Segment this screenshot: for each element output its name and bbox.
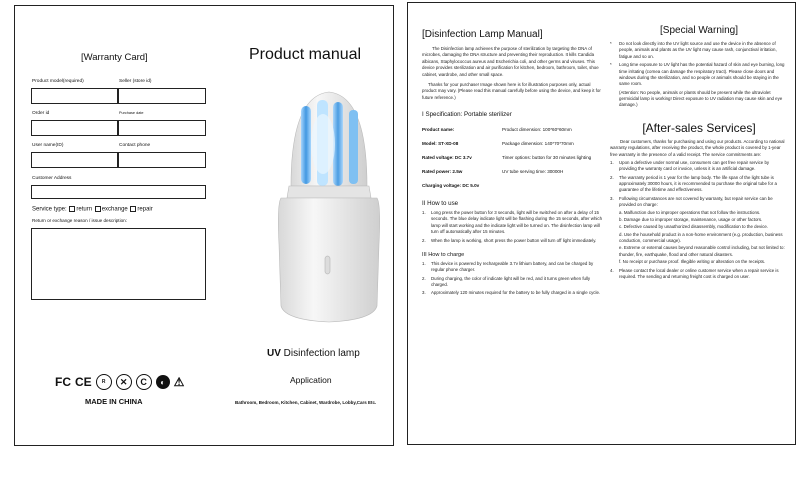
mute-icon: ◐ [156, 375, 170, 389]
aftersales-subitem: b. Damage due to improper storage, maintenance, usage or other factors. [619, 216, 763, 222]
order-id-label: Order id [32, 111, 50, 116]
warning-title: [Special Warning] [660, 25, 738, 36]
charge-step: 1. This device is powered by rechargeable 3.7v lithium battery, and can be charged by regular phone charger. [422, 261, 602, 274]
manual-title: [Disinfection Lamp Manual] [422, 29, 543, 40]
exchange-checkbox[interactable] [95, 206, 101, 212]
user-name-field[interactable] [31, 152, 118, 168]
spec-value: Product dimension: 100*60*60mm [502, 126, 572, 132]
cert-marks [55, 374, 184, 390]
manual-column [422, 29, 602, 297]
purchase-date-label: Purchase date [119, 111, 144, 115]
spec-row [422, 164, 602, 178]
warning-attention: (Attention: No people, animals or plants should be present while the ultraviolet germicidal lamp is working! Direct exposure to UV radiation may cause skin and eye damage.) [619, 89, 783, 108]
warning-item: * Long time exposure to UV light has the potential hazard of skin and eye burning, long time irritating (cornea can damage the respiratory tract). Please close doors and windows during the sterilization, and no people or animals should be staying in the same room. [610, 62, 788, 88]
return-option: return [76, 206, 93, 213]
warning-icon: ⚠ [173, 375, 185, 389]
c-mark: C [136, 374, 152, 390]
aftersales-subitem: f. No receipt or purchase proof. Illegible writing or alteration on the receipts. [619, 259, 766, 265]
aftersales-item-text: Please contact the local dealer or online customer service when a repair service is required. The sending and returning freight cost is charged on user. [619, 267, 779, 279]
spec-row [422, 122, 602, 136]
aftersales-item-text: Upon a defective under normal use, consumers can get free repair service by providing the warranty card or invoice, unless it is an artificial damage. [619, 159, 770, 172]
aftersales-item: 1. Upon a defective under normal use, consumers can get free repair service by providing the warranty card or invoice, unless it is an artificial damage. [610, 160, 788, 173]
repair-option: repair [137, 206, 153, 213]
howto-step: 2. When the lamp is working, short press the power button will turn off light immediately. [422, 237, 597, 243]
address-field[interactable] [31, 185, 206, 199]
lamp-illustration [263, 74, 393, 344]
return-checkbox[interactable] [69, 206, 75, 212]
product-name-uv: UV [267, 348, 281, 359]
aftersales-item: 4. Please contact the local dealer or online customer service when a repair service is required. The sending and returning freight cost is charged on user. [610, 268, 788, 281]
spec-key: Model: ST-XD-08 [422, 140, 459, 146]
product-name-rest: Disinfection lamp [280, 348, 360, 359]
seller-label: Seller (store id) [119, 79, 152, 84]
repair-checkbox[interactable] [130, 206, 136, 212]
recycle-mark: ✕ [116, 374, 132, 390]
warranty-card-title: [Warranty Card] [81, 52, 148, 63]
aftersales-subitem: d. Use the household product in a non-home environment (e.g. production, business conduction, commercial usage). [619, 231, 783, 243]
spec-key: Rated power: 2.5w [422, 168, 463, 174]
address-label: Customer Address [32, 176, 72, 181]
aftersales-item: 3. Following circumstances are not covered by warranty, but repair service can be provided on charge: [610, 196, 788, 209]
aftersales-subitem: c. Defective caused by unauthorized disassembly, modification to the device. [619, 224, 769, 230]
user-name-label: User name(ID) [32, 143, 64, 148]
fcc-mark: FC [55, 375, 71, 389]
charge-step: 3. Approximately 120 minutes required for the battery to be fully charged in a single cycle. [422, 290, 601, 296]
spec-title: I Specification: Portable sterilizer [422, 111, 512, 118]
charge-step-text: During charging, the color of indicate light will be red, and it turns green when fully charged. [431, 275, 591, 287]
product-model-label: Product model(required) [32, 79, 84, 84]
contact-phone-label: Contact phone [119, 143, 151, 148]
right-sheet [407, 2, 796, 445]
aftersales-intro: Dear customers, thanks for purchasing and using our products. According to national warranty regulations, after receiving the product, the whole product is covered by 1-year free warranty in the presence of a valid receipt. The service commitments are: [610, 138, 785, 157]
aftersales-title: [After-sales Services] [642, 120, 756, 135]
spec-value: Package dimension: 140*70*70mm [502, 140, 574, 146]
aftersales-subitem: e. Extreme or external causes beyond reasonable control including, but not limited to: thunder, fire, earthquake, flood and other natural disasters. [619, 245, 785, 257]
charge-step-text: This device is powered by rechargeable 3.7v lithium battery, and can be charged by regular phone charger. [431, 260, 594, 273]
order-id-field[interactable] [31, 120, 118, 136]
warning-item: * Do not look directly into the UV light source and use the device in the absence of people, animals and plants as the UV light may cause rash, conjunctival irritation, fatigue and so on. [610, 41, 788, 60]
spec-key: Rated voltage: DC 3.7v [422, 154, 472, 160]
service-type-row [32, 206, 153, 213]
application-title: Application [290, 375, 332, 385]
service-type-label: Service type: [32, 206, 67, 213]
charge-step-text: Approximately 120 minutes required for the battery to be fully charged in a single cycle. [431, 290, 601, 296]
seller-field[interactable] [118, 88, 206, 104]
charge-step: 2. During charging, the color of indicate light will be red, and it turns green when fully charged. [422, 276, 602, 289]
howto-step: 1. Long press the power button for 3 seconds, light will be switched on after a delay of 15 seconds. The blue delay indicate light will be flashing during the 15 seconds, after which lamp will start working and the indicate light will be turned on. The disinfection lamp will turn off automatically after 15 minutes. [422, 210, 603, 235]
application-text: Bathroom, Bedroom, Kitchen, Cabinet, Wardrobe, Lobby,Cars Etc. [235, 400, 377, 405]
aftersales-subitem: a. Malfunction due to improper operations that not follow the instructions. [619, 209, 761, 215]
spec-key: Charging voltage: DC 5.0v [422, 182, 480, 188]
ce-mark: CE [75, 375, 92, 389]
manual-intro: The Disinfection lamp achieves the purpose of sterilization by targeting the DNA of microbes, damaging the DNA structure and preventing their reproduction. It kills Candida albicans, Staphylococcus aureus and Escherichia coli, and other germs and viruses. This device provides sterilization and air purification for kitchen, bedroom, bathroom, toilet, shoe cabinet, wardrobe, and other small space. [422, 46, 599, 77]
spec-row [422, 136, 602, 150]
rohs-mark: R [96, 374, 112, 390]
aftersales-item-text: Following circumstances are not covered by warranty, but repair service can be provided on charge: [619, 195, 773, 208]
product-model-field[interactable] [31, 88, 118, 104]
howto-step-text: When the lamp is working, short press the power button will turn off light immediately. [431, 237, 597, 243]
exchange-option: exchange [101, 206, 128, 213]
aftersales-item-text: The warranty period is 1 year for the lamp body. The life span of the light tube is approximately 30000 hours, it is recommended to purchase the original tube for a guarantee of the lifetime and effectiveness. [619, 174, 777, 193]
charge-title: III How to charge [422, 251, 465, 258]
manual-thanks: Thanks for your purchase! Image shown here is for illustration purposes only, actual product may vary. (Please read this manual carefully before using the device, and keep it for future reference.) [422, 81, 601, 100]
spec-row [422, 150, 602, 164]
spec-value: UV tube serving time: 30000H [502, 168, 564, 174]
aftersales-item: 2. The warranty period is 1 year for the lamp body. The life span of the light tube is approximately 30000 hours, it is recommended to purchase the original tube for a guarantee of the lifetime and effectiveness. [610, 175, 788, 194]
howto-step-text: Long press the power button for 3 seconds, light will be switched on after a delay of 15 seconds. The blue delay indicate light will be flashing during the 15 seconds, after which lamp will start working and the indicate light will be turned on. The disinfection lamp will turn off automatically after 15 minutes. [431, 210, 603, 235]
purchase-date-field[interactable] [118, 120, 206, 136]
spec-key: Product name: [422, 126, 455, 132]
spec-value: Timer options: button for 30 minutes lighting [502, 154, 592, 160]
howto-title: II How to use [422, 200, 459, 207]
warning-item-text: Long time exposure to UV light has the potential hazard of skin and eye burning, long time irritating (cornea can damage the respiratory tract). Please close doors and windows during the sterilization, and no people or animals should be staying in the same room. [619, 62, 785, 87]
warning-column [610, 25, 788, 280]
product-name [267, 348, 360, 359]
cover-title: Product manual [249, 46, 362, 63]
warning-item-text: Do not look directly into the UV light source and use the device in the absence of people, animals and plants as the UV light may cause rash, conjunctival irritation, fatigue and so on. [619, 41, 777, 59]
reason-field[interactable] [31, 228, 206, 300]
spec-table [422, 122, 602, 192]
reason-label: Return or exchange reason / issue description: [32, 218, 127, 223]
spec-row [422, 178, 602, 192]
left-sheet [14, 5, 394, 446]
contact-phone-field[interactable] [118, 152, 206, 168]
made-in: MADE IN CHINA [85, 397, 143, 406]
